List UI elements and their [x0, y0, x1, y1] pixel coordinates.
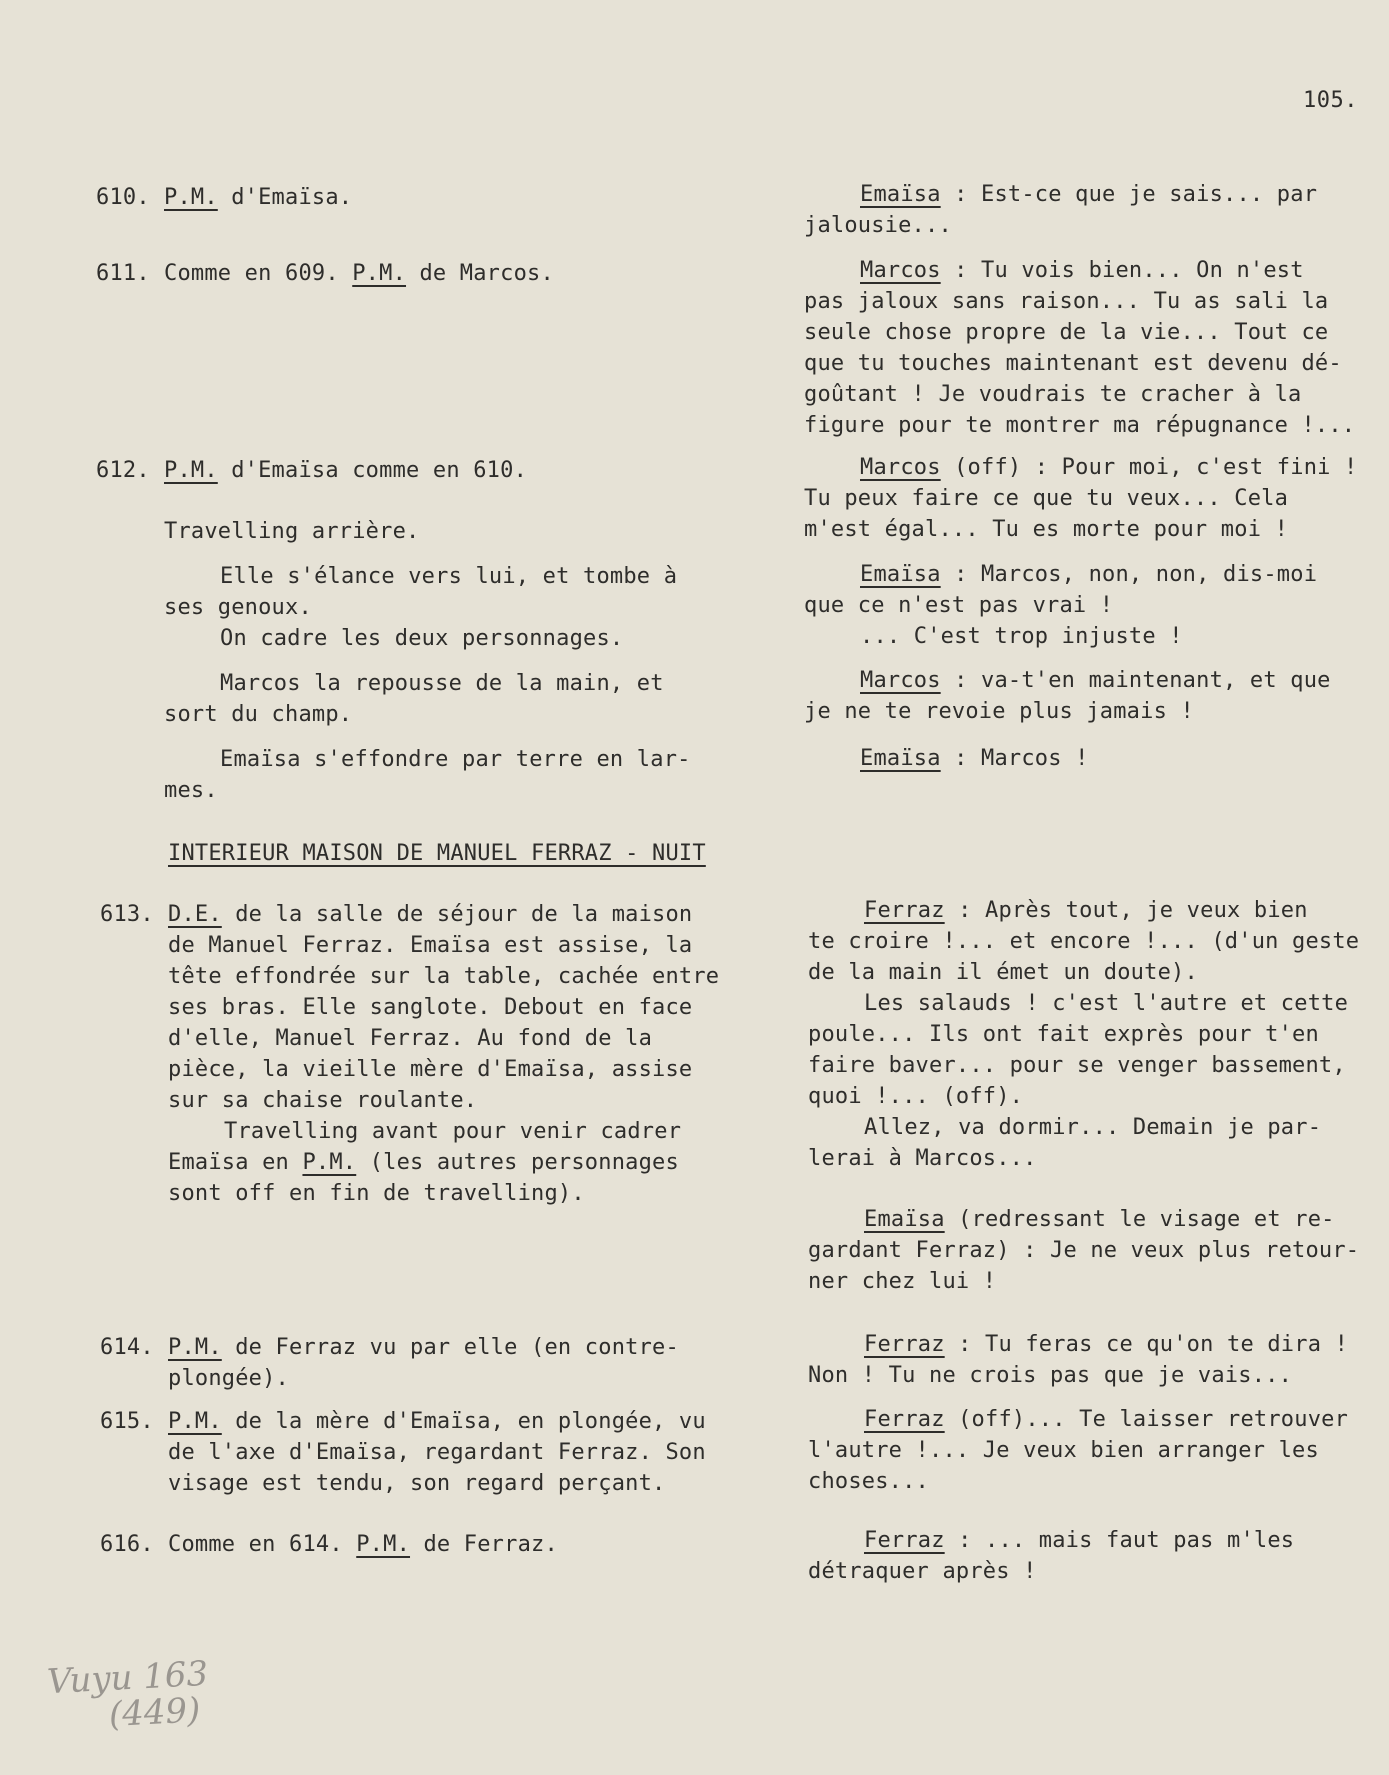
shot-616: 616. Comme en 614. P.M. de Ferraz.: [100, 1529, 558, 1560]
speaker: Emaïsa: [864, 1207, 945, 1232]
speaker: Emaïsa: [860, 562, 941, 587]
speaker: Ferraz: [864, 898, 945, 923]
shot-611: 611. Comme en 609. P.M. de Marcos.: [96, 258, 554, 289]
shot-614: 614. P.M. de Ferraz vu par elle (en contre- plongée).: [100, 1332, 679, 1394]
shot-type: D.E.: [168, 902, 222, 927]
shot-number: 611.: [96, 261, 150, 286]
dialogue-11: Ferraz : ... mais faut pas m'les détraquer après !: [808, 1528, 1295, 1584]
page-number: 105.: [1303, 88, 1358, 113]
shot-type: P.M.: [168, 1409, 222, 1434]
dialogue-10: Ferraz (off)... Te laisser retrouver l'autre !... Je veux bien arranger les choses...: [808, 1407, 1349, 1494]
dialogue-1: Emaïsa : Est-ce que je sais... par jalousie...: [804, 182, 1318, 238]
shot-text: d'Emaïsa.: [217, 185, 353, 210]
speaker: Emaïsa: [860, 182, 941, 207]
dialogue-9: Ferraz : Tu feras ce qu'on te dira ! Non ! Tu ne crois pas que je vais...: [808, 1332, 1349, 1388]
shot-type: P.M.: [352, 261, 407, 286]
speaker: Emaïsa: [860, 746, 941, 771]
speaker: Ferraz: [864, 1407, 945, 1432]
dialogue-3: Marcos (off) : Pour moi, c'est fini ! Tu peux faire ce que tu veux... Cela m'est égal... Tu es morte pour moi !: [804, 455, 1358, 542]
speaker: Marcos: [860, 258, 941, 283]
shot-613: 613. D.E. de la salle de séjour de la maison de Manuel Ferraz. Emaïsa est assise, la tête effondrée sur la table, cachée entre ses bras. Elle sanglote. Debout en face d'elle, Manuel Ferraz. Au fond de la pièce, la vieille mère d'Emaïsa, assise sur sa chaise roulante. Travelling avant pour venir cadrer Emaïsa en P.M. (les autres personnages sont off en fin de travelling).: [100, 899, 719, 1209]
dialogue-6: Emaïsa : Marcos !: [860, 746, 1089, 771]
shot-number: 616.: [100, 1532, 154, 1557]
shot-615: 615. P.M. de la mère d'Emaïsa, en plongée, vu de l'axe d'Emaïsa, regardant Ferraz. Son visage est tendu, son regard perçant.: [100, 1406, 706, 1499]
shot-type: P.M.: [164, 458, 218, 483]
shot-610: [96, 182, 352, 213]
shot-number: 615.: [100, 1409, 154, 1434]
shot-number: 612.: [96, 458, 150, 483]
dialogue-2: Marcos : Tu vois bien... On n'est pas jaloux sans raison... Tu as sali la seule chose propre de la vie... Tout ce que tu touches maintenant est devenu dé- goûtant ! Je voudrais te cracher à la figure pour te montrer ma répugnance !...: [804, 258, 1356, 438]
shot-612: 612. P.M. d'Emaïsa comme en 610. Travelling arrière. Elle s'élance vers lui, et tombe à ses genoux. On cadre les deux personnages. Marcos la repousse de la main, et sort du champ. Emaïsa s'effondre par terre en lar- mes.: [96, 455, 691, 806]
dialogue-7: Ferraz : Après tout, je veux bien te croire !... et encore !... (d'un geste de la main il émet un doute). Les salauds ! c'est l'autre et cette poule... Ils ont fait exprès pour t'en faire baver... pour se venger bassement, quoi !... (off). Allez, va dormir... Demain je par- lerai à Marcos...: [808, 898, 1360, 1171]
shot-type: P.M.: [356, 1532, 411, 1557]
dialogue-8: Emaïsa (redressant le visage et re- gardant Ferraz) : Je ne veux plus retour- ner chez lui !: [808, 1207, 1360, 1294]
dialogue-4: Emaïsa : Marcos, non, non, dis-moi que ce n'est pas vrai ! ... C'est trop injuste !: [804, 562, 1318, 649]
shot-type: P.M.: [168, 1335, 222, 1360]
handwritten-note: Vuyu 163 (449): [46, 1653, 210, 1736]
speaker: Marcos: [860, 455, 941, 480]
shot-number: 614.: [100, 1335, 154, 1360]
shot-number: 613.: [100, 902, 154, 927]
speaker: Ferraz: [864, 1332, 945, 1357]
speaker: Ferraz: [864, 1528, 945, 1553]
scene-heading: INTERIEUR MAISON DE MANUEL FERRAZ - NUIT: [168, 841, 706, 866]
dialogue-5: Marcos : va-t'en maintenant, et que je ne te revoie plus jamais !: [804, 668, 1331, 724]
speaker: Marcos: [860, 668, 941, 693]
shot-type: P.M.: [164, 185, 218, 210]
shot-type: P.M.: [302, 1150, 357, 1175]
shot-number: 610.: [96, 185, 150, 210]
